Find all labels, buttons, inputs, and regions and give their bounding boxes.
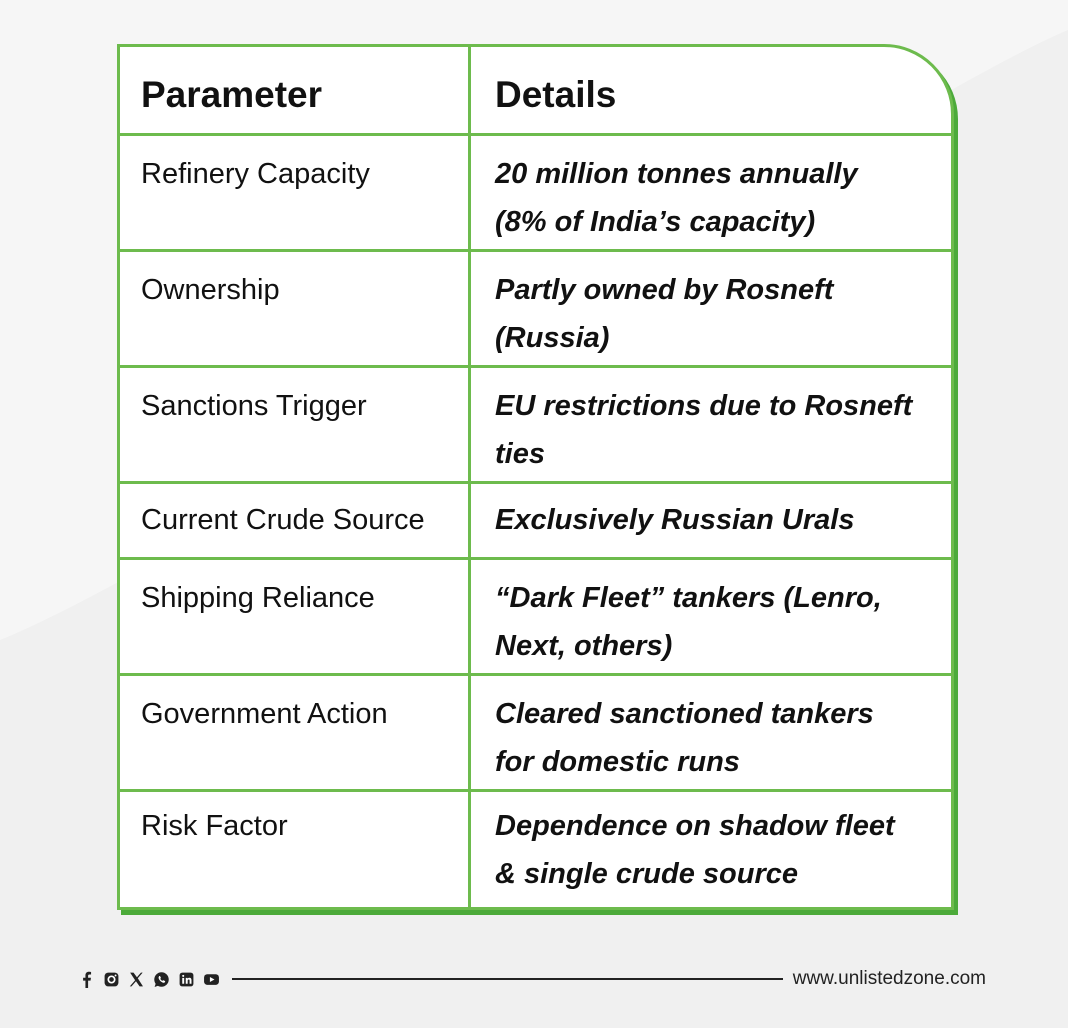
row-parameter: Ownership [120, 252, 471, 365]
youtube-icon[interactable] [203, 971, 220, 988]
row-details [471, 560, 951, 673]
row-parameter: Refinery Capacity [120, 136, 471, 249]
row-parameter: Shipping Reliance [120, 560, 471, 673]
table-row [120, 789, 951, 907]
details-line: (8% of India’s capacity) [495, 206, 816, 238]
info-table [117, 44, 954, 910]
whatsapp-icon[interactable] [153, 971, 170, 988]
row-parameter: Risk Factor [120, 792, 471, 907]
row-parameter: Government Action [120, 676, 471, 789]
table-header-row [120, 47, 951, 133]
x-icon[interactable] [128, 971, 145, 988]
row-details [471, 136, 951, 249]
table-row [120, 133, 951, 249]
row-details [471, 484, 951, 557]
header-details: Details [495, 74, 617, 115]
linkedin-icon[interactable] [178, 971, 195, 988]
header-parameter: Parameter [120, 47, 471, 133]
social-icons [78, 971, 220, 988]
details-line: EU restrictions due to Rosneft [495, 390, 913, 422]
row-parameter: Sanctions Trigger [120, 368, 471, 481]
details-line: 20 million tonnes annually [495, 158, 858, 190]
footer-divider [232, 978, 783, 980]
details-line: Dependence on shadow fleet [495, 810, 895, 842]
table-row [120, 249, 951, 365]
details-line: Partly owned by Rosneft [495, 274, 834, 306]
row-details [471, 676, 951, 789]
row-parameter: Current Crude Source [120, 484, 471, 557]
details-line: Next, others) [495, 630, 673, 662]
details-line: “Dark Fleet” tankers (Lenro, [495, 582, 882, 614]
details-line: (Russia) [495, 322, 610, 354]
website-link[interactable]: www.unlistedzone.com [792, 968, 986, 989]
details-line: ties [495, 438, 545, 470]
details-line: for domestic runs [495, 746, 740, 778]
table-row [120, 673, 951, 789]
table-row [120, 557, 951, 673]
table-row [120, 365, 951, 481]
row-details [471, 792, 951, 907]
table-row [120, 481, 951, 557]
details-line: & single crude source [495, 858, 798, 890]
footer [78, 964, 986, 994]
facebook-icon[interactable] [78, 971, 95, 988]
instagram-icon[interactable] [103, 971, 120, 988]
row-details [471, 252, 951, 365]
row-details [471, 368, 951, 481]
details-line: Cleared sanctioned tankers [495, 698, 874, 730]
details-line: Exclusively Russian Urals [495, 504, 855, 536]
